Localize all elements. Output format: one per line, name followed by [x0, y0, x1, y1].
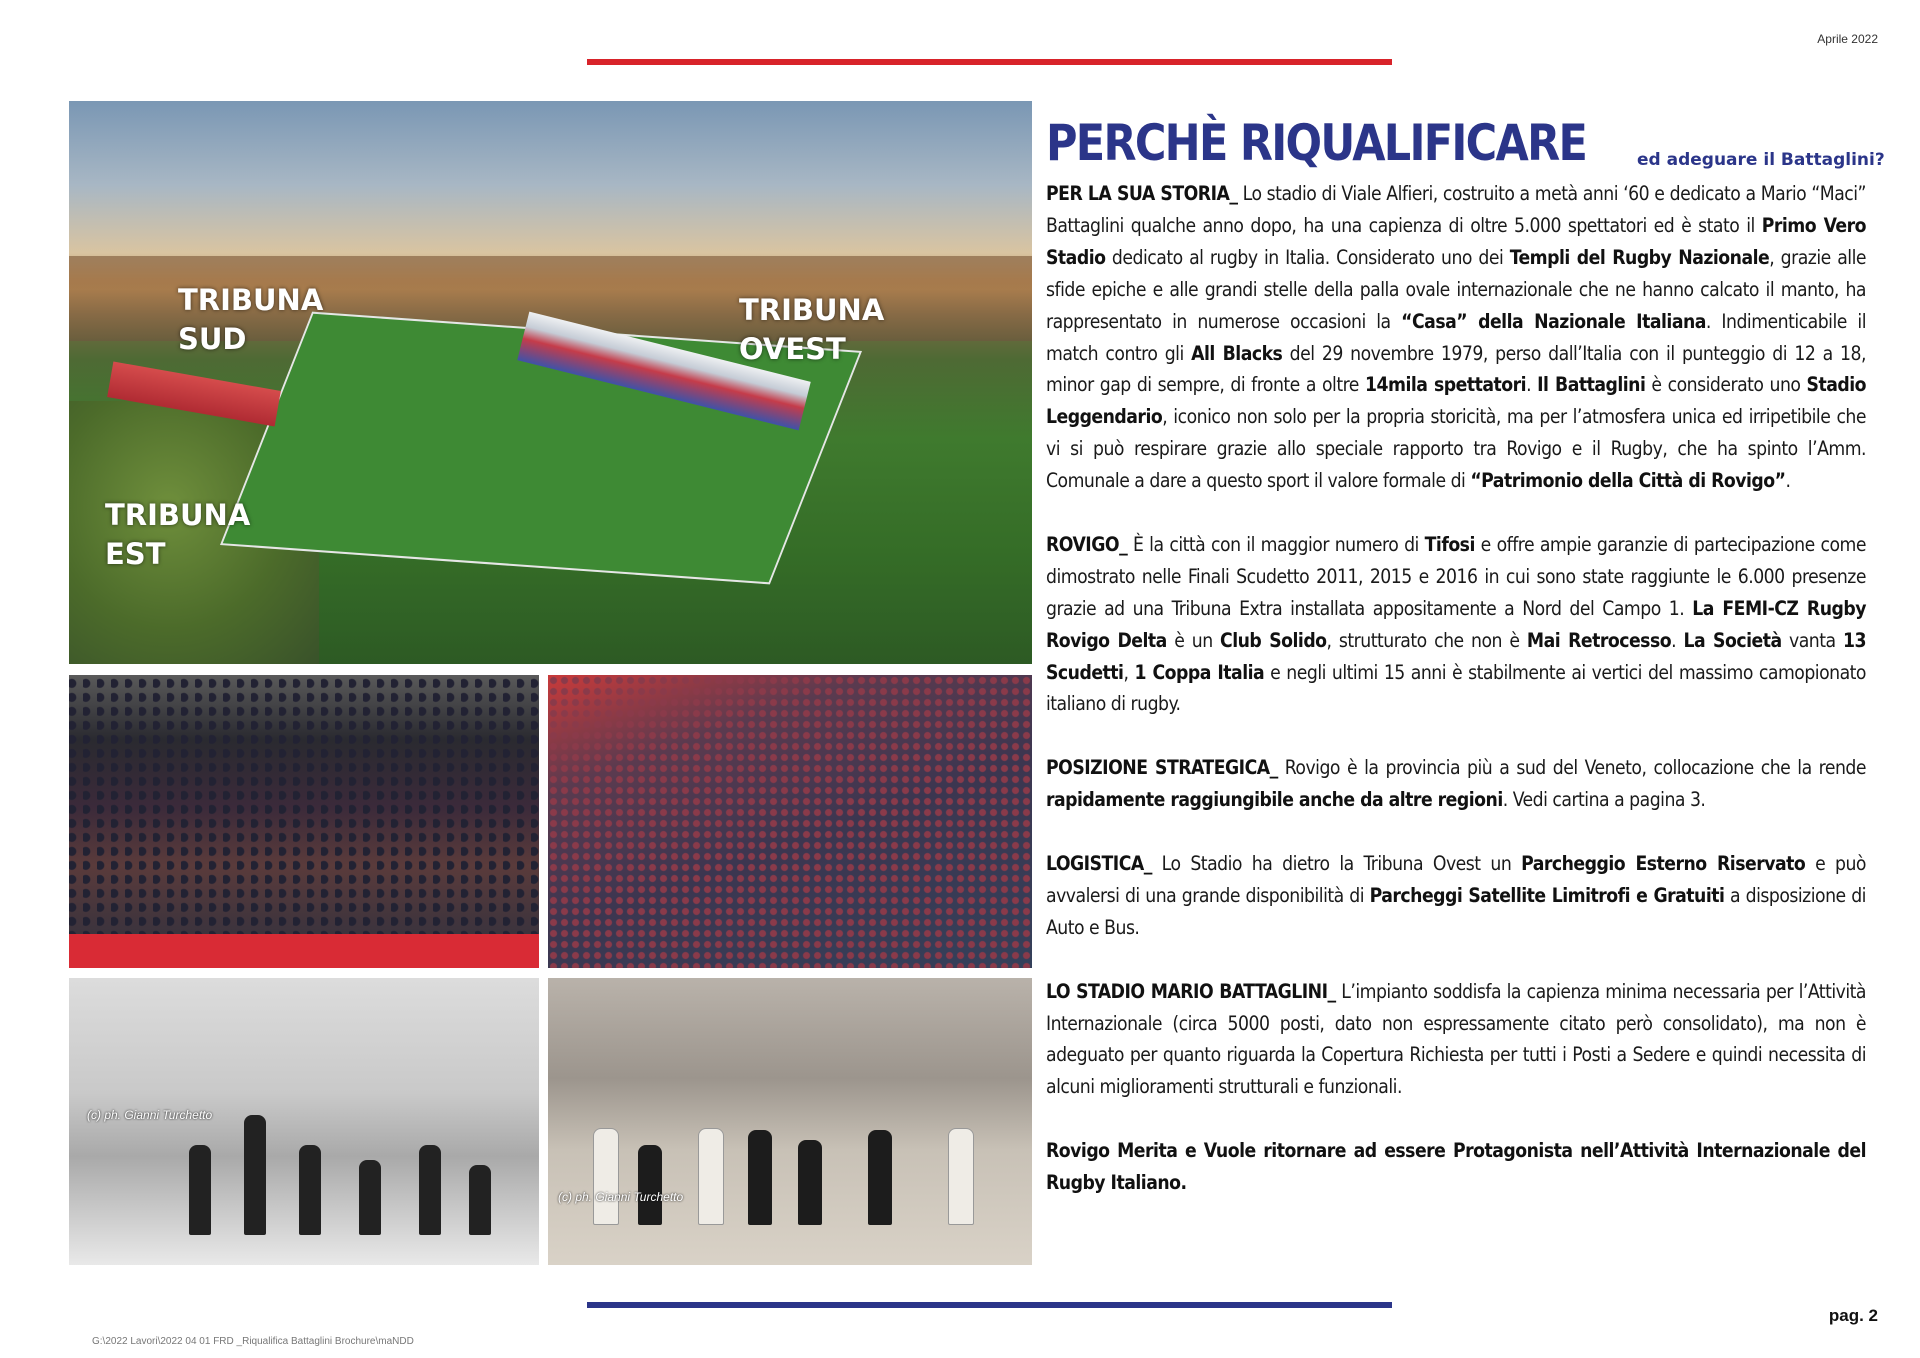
- date-label: Aprile 2022: [1817, 32, 1878, 46]
- photo-credit: (c) ph. Gianni Turchetto: [87, 1108, 213, 1122]
- crowd-photo-right: [548, 675, 1032, 968]
- headline: [1046, 114, 1885, 178]
- label-tribuna-est: TRIBUNA EST: [105, 498, 251, 571]
- file-path: G:\2022 Lavori\2022 04 01 FRD _Riqualifica Battaglini Brochure\maNDD: [92, 1336, 414, 1347]
- lineout-photo: [69, 978, 539, 1265]
- match-photo: [548, 978, 1032, 1265]
- paragraph-storia: PER LA SUA STORIA_ Lo stadio di Viale Alfieri, costruito a metà anni ‘60 e dedicato a Mario “Maci” Battaglini qualche anno dopo, ha una capienza di oltre 5.000 spettatori ed è stato il Primo Vero Stadio dedicato al rugby in Italia. Considerato uno dei Templi del Rugby Nazionale, grazie alle sfide epiche e alle grandi stelle della palla ovale internazionale che ne hanno calcato il manto, ha rappresentato in numerose occasioni la “Casa” della Nazionale Italiana. Indimenticabile il match contro gli All Blacks del 29 novembre 1979, perso dall’Italia con il punteggio di 12 a 18, minor gap di sempre, di fronte a oltre 14mila spettatori. Il Battaglini è considerato uno Stadio Leggendario, iconico non solo per la propria storicità, ma per l’atmosfera unica ed irripetibile che vi si può respirare grazie allo speciale rapporto tra Rovigo e il Rugby, che ha spinto l’Amm. Comunale a dare a questo sport il valore formale di “Patrimonio della Città di Rovigo”.: [1046, 182, 1866, 493]
- paragraph-logistica: LOGISTICA_ Lo Stadio ha dietro la Tribuna Ovest un Parcheggio Esterno Riservato e può avvalersi di una grande disponibilità di Parcheggi Satellite Limitrofi e Gratuiti a disposizione di Auto e Bus.: [1046, 851, 1866, 939]
- label-tribuna-ovest: TRIBUNA OVEST: [739, 293, 885, 366]
- headline-sub: ed adeguare il Battaglini?: [1637, 150, 1885, 170]
- stadium-aerial-photo: [69, 101, 1032, 664]
- crowd-photo-left: [69, 675, 539, 968]
- paragraph-stadio: LO STADIO MARIO BATTAGLINI_ L’impianto soddisfa la capienza minima necessaria per l’Attività Internazionale (circa 5000 posti, dato non espressamente citato però consolidato), ma non è adeguato per quanto riguarda la Copertura Richiesta per tutti i Posti a Sedere e quindi necessita di alcuni miglioramenti strutturali e funzionali.: [1046, 979, 1866, 1099]
- article: [1046, 114, 1885, 1199]
- label-tribuna-sud: TRIBUNA SUD: [178, 283, 324, 356]
- page-number: pag. 2: [1828, 1306, 1878, 1325]
- bottom-divider: [587, 1302, 1392, 1308]
- headline-main: PERCHÈ RIQUALIFICARE: [1046, 114, 1587, 172]
- paragraph-closing: Rovigo Merita e Vuole ritornare ad essere Protagonista nell’Attività Internazionale del Rugby Italiano.: [1046, 1139, 1866, 1195]
- photo-credit-2: (c) ph. Gianni Turchetto: [558, 1190, 684, 1204]
- paragraph-posizione: POSIZIONE STRATEGICA_ Rovigo è la provincia più a sud del Veneto, collocazione che la rende rapidamente raggiungibile anche da altre regioni. Vedi cartina a pagina 3.: [1046, 756, 1866, 812]
- top-divider: [587, 59, 1392, 65]
- paragraph-rovigo: ROVIGO_ È la città con il maggior numero di Tifosi e offre ampie garanzie di partecipazione come dimostrato nelle Finali Scudetto 2011, 2015 e 2016 in cui sono state raggiunte le 6.000 presenze grazie ad una Tribuna Extra installata appositamente a Nord del Campo 1. La FEMI-CZ Rugby Rovigo Delta è un Club Solido, strutturato che non è Mai Retrocesso. La Società vanta 13 Scudetti, 1 Coppa Italia e negli ultimi 15 anni è stabilmente ai vertici del massimo camopionato italiano di rugby.: [1046, 532, 1867, 716]
